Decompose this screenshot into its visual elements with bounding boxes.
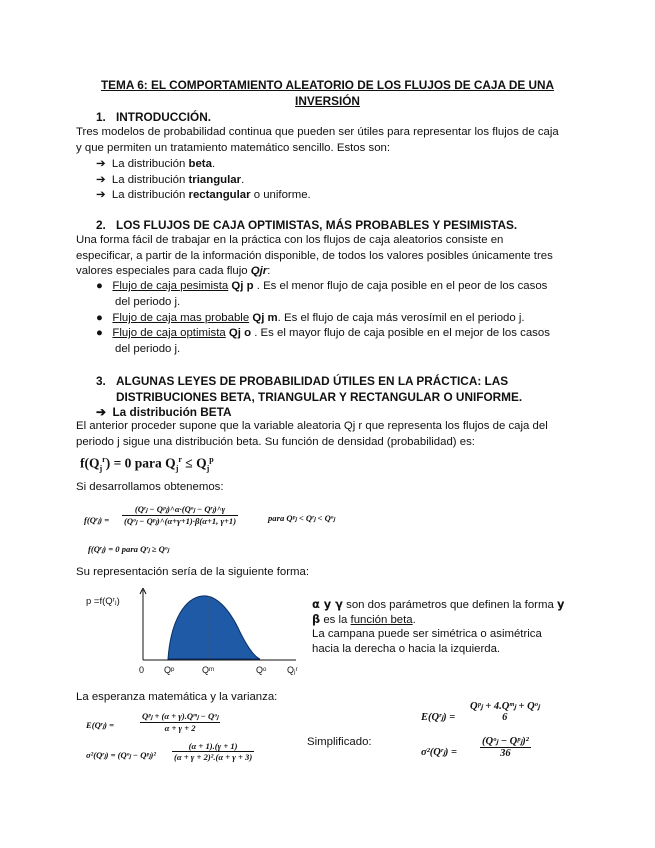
document-title-line1: TEMA 6: EL COMPORTAMIENTO ALEATORIO DE LOS FLUJOS DE CAJA DE UNA [100,78,555,92]
bullet-icon: ● [96,280,103,292]
section2-paragraph-line1: Una forma fácil de trabajar en la práctica con los flujos de caja aleatorios consiste en [76,234,504,246]
chart-xtick-qo: Qᵒ [256,665,267,675]
simplificado-label: Simplificado: [307,736,372,748]
simplified-variance-fraction: (Qᵒⱼ − Qᵖⱼ)² 36 [482,736,529,759]
section1-number: 1. [96,110,106,124]
expectation-fraction: Qᵖⱼ + (α + γ).Qᵐⱼ − Qᵒⱼ α + γ + 2 [142,711,219,733]
chart-xlabel: Qⱼʳ [287,665,298,675]
density-condition: para Qᵖⱼ < Qʳⱼ < Qᵒⱼ [268,513,335,523]
subheading-beta: ➔ La distribución BETA [96,405,232,419]
section1-paragraph-line2: y que permiten un tratamiento matemático sencillo. Estos son: [76,142,391,154]
side-text-line4: hacia la derecha o hacia la izquierda. [312,643,501,655]
bullet-icon: ● [96,327,103,339]
simplified-expectation-lhs: E(Qʳⱼ) = [421,712,456,723]
arrow-icon: ➔ [96,158,106,170]
side-text-line3: La campana puede ser simétrica o asimétrica [312,628,542,640]
simplified-variance-lhs: σ²(Qʳⱼ) = [421,747,458,758]
expectation-lhs: E(Qʳⱼ) = [86,720,115,730]
representation-text: Su representación sería de la siguiente forma: [76,566,310,578]
section3-number: 3. [96,374,106,388]
section2-number: 2. [96,218,106,232]
chart-ylabel: p =f(Qʳⱼ) [86,596,120,607]
develop-text: Si desarrollamos obtenemos: [76,481,224,493]
section3-heading-line2: DISTRIBUCIONES BETA, TRIANGULAR Y RECTANGULAR O UNIFORME. [116,390,523,404]
esperanza-text: La esperanza matemática y la varianza: [76,691,278,703]
list-item: ➔ La distribución rectangular o uniforme. [96,189,311,201]
list-item: ➔ La distribución beta. [96,158,216,170]
arrow-icon: ➔ [96,174,106,186]
bullet-item-optimista-cont: del periodo j. [115,343,181,355]
density-lhs: f(Qʳⱼ) = [84,515,110,525]
section3-heading-line1: ALGUNAS LEYES DE PROBABILIDAD ÚTILES EN LA PRÁCTICA: LAS [116,374,509,388]
arrow-icon: ➔ [96,405,106,419]
bullet-item-optimista: ● Flujo de caja optimista Qj o . Es el mayor flujo de caja posible en el mejor de los casos [96,327,550,339]
beta-distribution-chart [84,588,304,680]
section2-paragraph-line3: valores especiales para cada flujo Qjr: [76,265,271,277]
simplified-expectation-fraction: Qᵖⱼ + 4.Qᵐⱼ + Qᵒⱼ 6 [470,701,540,723]
density-formula: $f(Q_j^r) = 0$ para $Q_j^r \le Q_j^p$ [80,455,214,474]
variance-fraction: $\frac{(\alpha + 1).(\gamma + 1)}{\text{(α + γ + 2)².(α + γ + 3)}}$ [174,741,253,762]
chart-xtick-qp: Qᵖ [164,665,175,675]
chart-xtick-qm: Qᵐ [202,665,215,675]
section2-heading: LOS FLUJOS DE CAJA OPTIMISTAS, MÁS PROBABLES Y PESIMISTAS. [116,218,518,232]
arrow-icon: ➔ [96,189,106,201]
side-text-line1: α y γ son dos parámetros que definen la forma y [312,597,565,611]
variance-lhs: σ²(Qʳⱼ) = (Qᵒⱼ − Qᵖⱼ)² [86,750,156,760]
list-item: ➔ La distribución triangular. [96,174,245,186]
section3-paragraph-line2: periodo j sigue una distribución beta. Su función de densidad (probabilidad) es: [76,436,475,448]
side-text-line2: β es la función beta. [312,612,416,626]
bullet-item-pesimista: ● Flujo de caja pesimista Qj p . Es el menor flujo de caja posible en el peor de los casos [96,280,548,292]
beta-curve-area [168,596,260,659]
bullet-item-probable: ● Flujo de caja mas probable Qj m. Es el flujo de caja más verosímil en el periodo j. [96,312,525,324]
section1-paragraph-line1: Tres modelos de probabilidad continua que pueden ser útiles para representar los flujos de caja [76,126,559,138]
document-title-line2: INVERSIÓN [295,94,360,108]
bullet-item-pesimista-cont: del periodo j. [115,296,181,308]
section2-paragraph-line2: especificar, a partir de la información disponible, de todos los valores posibles únicamente tres [76,250,553,262]
density-fraction: (Qʳⱼ − Qᵖⱼ)^α·(Qᵒⱼ − Qʳⱼ)^γ (Qᵒⱼ − Qᵖⱼ)^(α+γ+1)·β(α+1, γ+1) [124,504,237,526]
bullet-icon: ● [96,312,103,324]
section1-heading: INTRODUCCIÓN. [116,110,212,124]
section3-paragraph-line1: El anterior proceder supone que la variable aleatoria Qj r que representa los flujos de caja del [76,420,548,432]
chart-xtick-0: 0 [139,665,145,675]
density-zero: f(Qʳⱼ) = 0 para Qʳⱼ ≥ Qᵒⱼ [88,544,169,554]
